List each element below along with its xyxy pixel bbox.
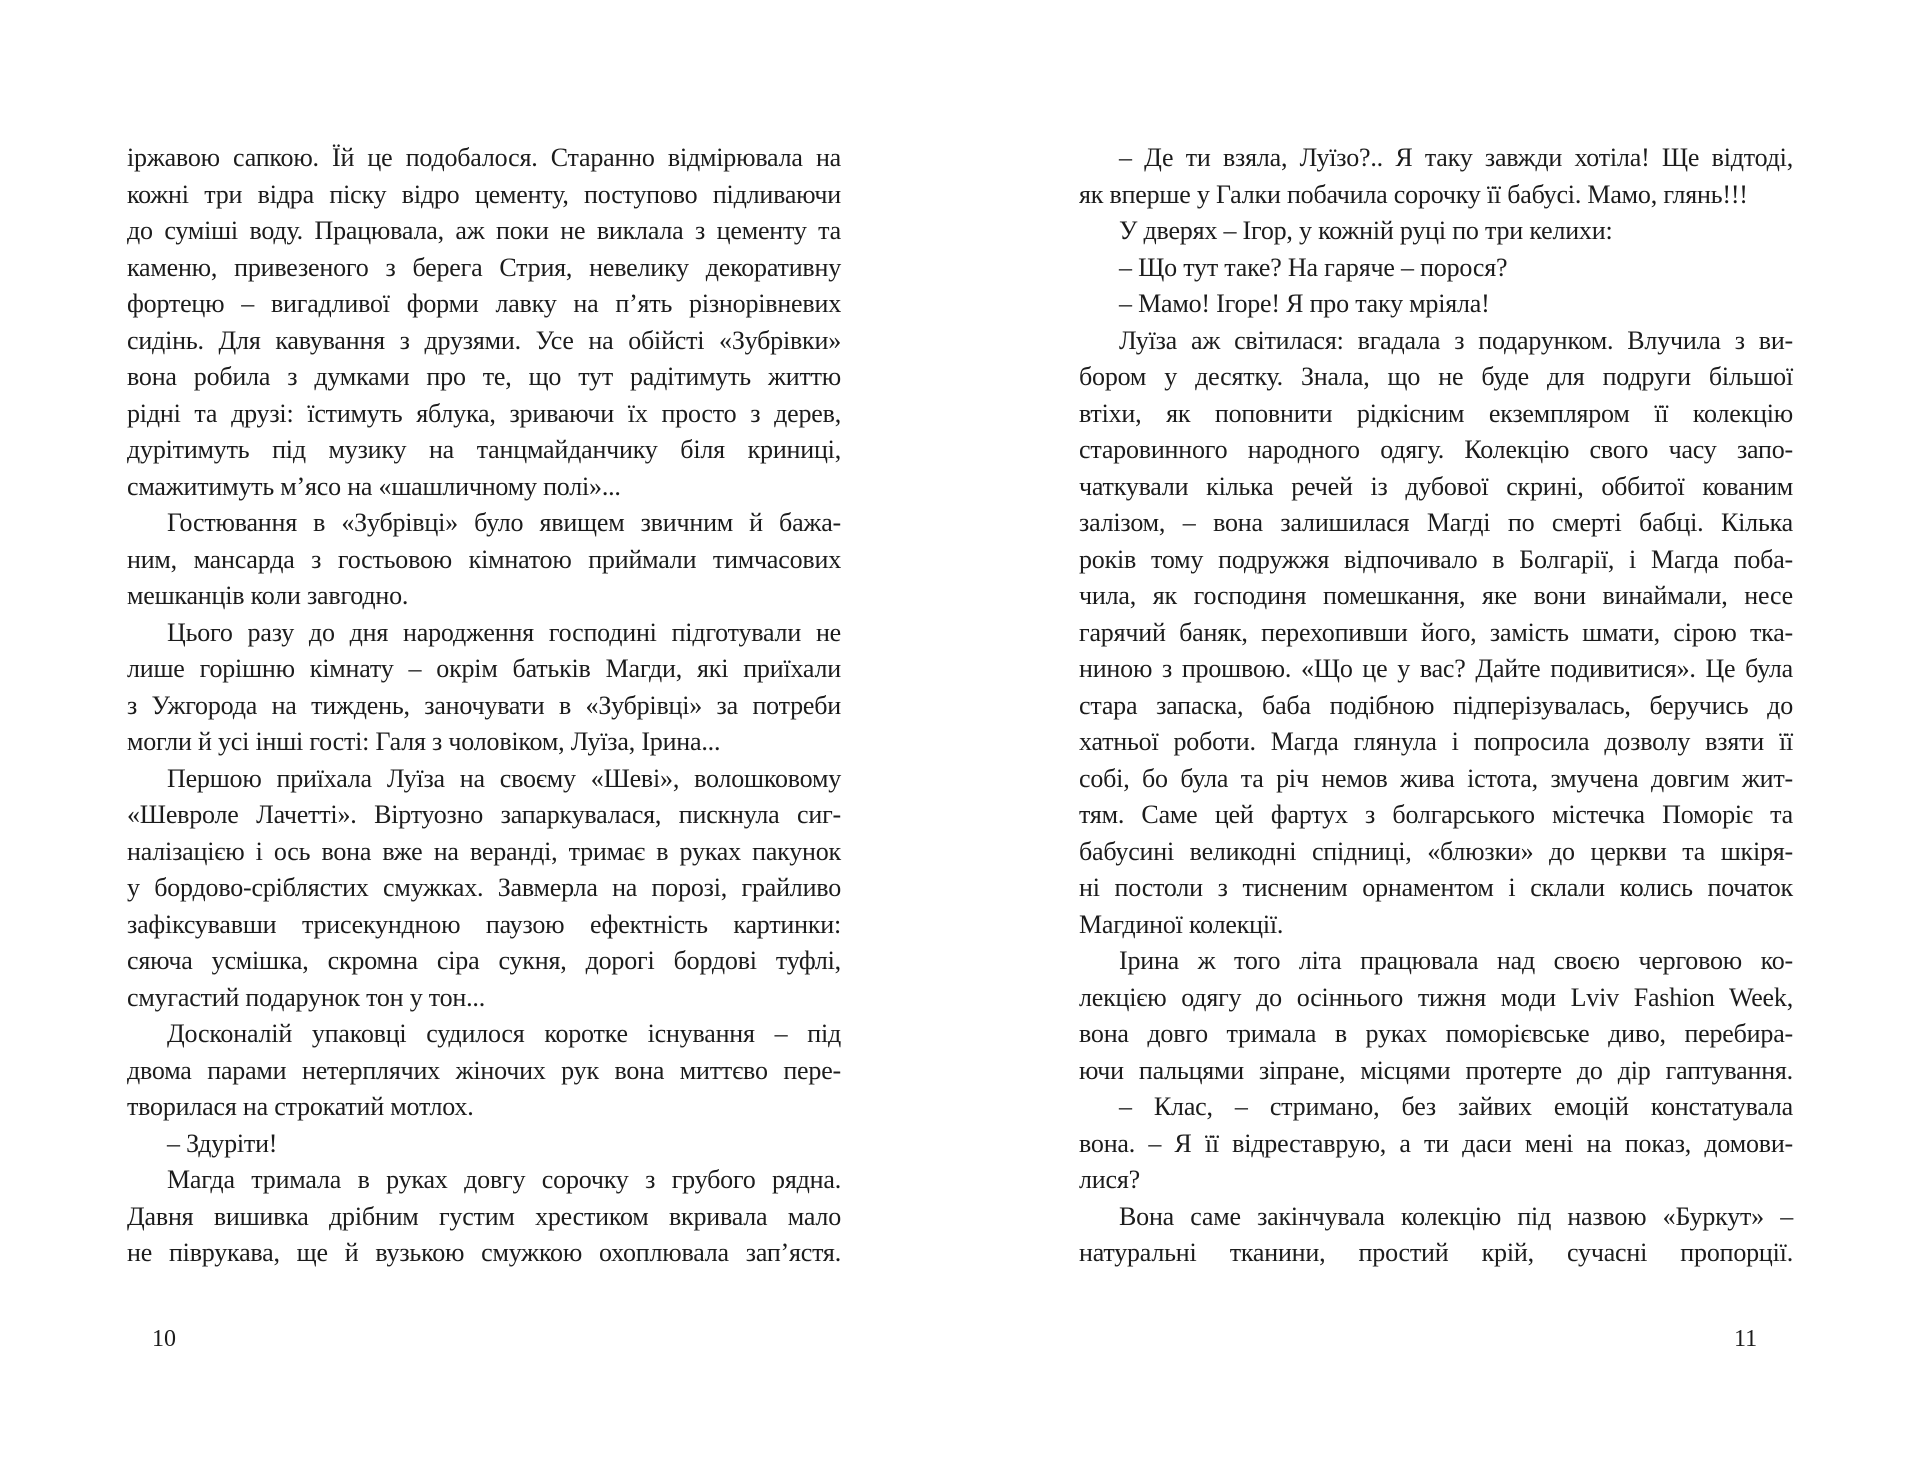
text-line: могли й усі інші гості: Галя з чоловіком, Луїза, Ірина... — [127, 727, 721, 756]
text-line: каменю, привезеного з берега Стрия, невелику декоративну — [127, 252, 841, 282]
text-line: Гостювання в «Зубрівці» було явищем звичним й бажа- — [167, 508, 841, 537]
text-line: бором у десятку. Знала, що не буде для подруги більшої — [1079, 362, 1793, 391]
text-line: лише горішню кімнату – окрім батьків Магди, які приїхали — [127, 654, 841, 683]
text-line: гарячий баняк, перехопивши його, замість шмати, сірою тка- — [1079, 617, 1793, 647]
text-line: ним, мансарда з гостьовою кімнатою приймали тимчасових — [127, 544, 841, 574]
text-line: тям. Саме цей фартух з болгарського містечка Поморіє та — [1079, 800, 1793, 829]
text-line: ниною з прошвою. «Що це у вас? Дайте подивитися». Це була — [1079, 654, 1793, 683]
text-line: рідні та друзі: їстимуть яблука, зриваючи їх просто з дерев, — [127, 398, 841, 428]
text-line: до суміші воду. Працювала, аж поки не виклала з цементу та — [127, 216, 841, 245]
text-line: натуральні тканини, простий крій, сучасні пропорції. — [1079, 1238, 1793, 1267]
text-line: ючи пальцями зіпране, місцями протерте до дір гаптування. — [1079, 1055, 1793, 1085]
text-line: хатньої роботи. Магда глянула і попросила дозволу взяти її — [1079, 727, 1793, 756]
text-line: смажитимуть м’ясо на «шашличному полі»... — [127, 471, 621, 501]
text-line: сяюча усмішка, скромна сіра сукня, дорогі бордові туфлі, — [127, 946, 841, 975]
text-line: не піврукава, ще й вузькою смужкою охоплювала зап’ястя. — [127, 1238, 841, 1267]
text-line: мешканців коли завгодно. — [127, 581, 409, 610]
text-line: Магдиної колекції. — [1079, 909, 1284, 939]
text-line: фортецю – вигадливої форми лавку на п’ять різнорівневих — [127, 289, 841, 318]
text-line: ні постоли з тисненим орнаментом і склали колись початок — [1079, 873, 1793, 902]
text-line: залізом, – вона залишилася Магді по смерті бабці. Кілька — [1079, 508, 1793, 537]
text-line: – Що тут таке? На гаряче – порося? — [1119, 252, 1508, 282]
text-line: «Шевроле Лачетті». Віртуозно запаркувалася, пискнула сиг- — [127, 800, 841, 829]
text-line: – Клас, – стримано, без зайвих емоцій констатувала — [1119, 1092, 1793, 1121]
text-line: смугастий подарунок тон у тон... — [127, 982, 486, 1012]
text-line: як вперше у Галки побачила сорочку її бабусі. Мамо, глянь!!! — [1079, 179, 1748, 209]
text-line: Ірина ж того літа працювала над своєю черговою ко- — [1119, 946, 1793, 975]
text-line: бабусині великодні спідниці, «блюзки» до церкви та шкіря- — [1079, 836, 1793, 866]
left-page-body — [127, 140, 841, 1272]
text-line: творилася на строкатий мотлох. — [127, 1092, 474, 1121]
text-line: дурітимуть під музику на танцмайданчику біля криниці, — [127, 435, 841, 464]
text-line: вона робила з думками про те, що тут радітимуть життю — [127, 362, 841, 391]
text-line: втіхи, як поповнити рідкісним екземпляром її колекцію — [1079, 398, 1793, 428]
text-line: Цього разу до дня народження господині підготували не — [167, 617, 841, 647]
text-line: У дверях – Ігор, у кожній руці по три келихи: — [1119, 216, 1613, 245]
page-number-left: 10 — [152, 1326, 176, 1352]
text-line: двома парами нетерплячих жіночих рук вона миттєво пере- — [127, 1055, 841, 1085]
text-line: чила, як господиня помешкання, яке вони винаймали, несе — [1079, 581, 1793, 610]
text-line: лися? — [1079, 1165, 1140, 1194]
text-line: – Здуріти! — [167, 1128, 278, 1158]
text-line: Досконалій упаковці судилося коротке існування – під — [167, 1019, 841, 1048]
page-number-right: 11 — [1734, 1326, 1758, 1352]
text-line: сидінь. Для кавування з друзями. Усе на обійсті «Зубрівки» — [127, 325, 841, 355]
text-line: у бордово-сріблястих смужках. Завмерла на порозі, грайливо — [127, 873, 841, 902]
text-line: іржавою сапкою. Їй це подобалося. Старанно відмірювала на — [127, 143, 841, 172]
text-line: зафіксувавши трисекундною паузою ефектність картинки: — [127, 909, 841, 939]
text-line: Вона саме закінчувала колекцію під назвою «Буркут» – — [1119, 1201, 1793, 1231]
text-line: Першою приїхала Луїза на своєму «Шеві», волошковому — [167, 763, 841, 793]
text-line: Магда тримала в руках довгу сорочку з грубого рядна. — [167, 1165, 841, 1194]
text-line: – Мамо! Ігоре! Я про таку мріяла! — [1119, 289, 1490, 318]
text-line: – Де ти взяла, Луїзо?.. Я таку завжди хотіла! Ще відтоді, — [1119, 143, 1793, 172]
text-line: лекцією одягу до осіннього тижня моди Lviv Fashion Week, — [1079, 982, 1793, 1012]
text-line: з Ужгорода на тиждень, заночувати в «Зубрівці» за потреби — [127, 690, 841, 720]
text-line: років тому подружжя відпочивало в Болгарії, і Магда поба- — [1079, 544, 1793, 574]
text-line: вона довго тримала в руках поморієвське диво, перебира- — [1079, 1019, 1793, 1048]
text-line: собі, бо була та річ немов жива істота, змучена довгим жит- — [1079, 763, 1793, 793]
text-line: кожні три відра піску відро цементу, поступово підливаючи — [127, 179, 841, 209]
text-line: стара запаска, баба подібною підперізувалась, беручись до — [1079, 690, 1793, 720]
text-line: Давня вишивка дрібним густим хрестиком вкривала мало — [127, 1201, 841, 1231]
text-line: чаткували кілька речей із дубової скрині, оббитої кованим — [1079, 471, 1793, 501]
right-page-body — [1079, 140, 1793, 1272]
text-line: вона. – Я її відреставрую, а ти даси мені на показ, домови- — [1079, 1128, 1793, 1158]
text-line: Луїза аж світилася: вгадала з подарунком. Влучила з ви- — [1119, 325, 1793, 355]
text-line: старовинного народного одягу. Колекцію свого часу запо- — [1079, 435, 1793, 464]
text-line: налізацією і ось вона вже на веранді, тримає в руках пакунок — [127, 836, 841, 866]
